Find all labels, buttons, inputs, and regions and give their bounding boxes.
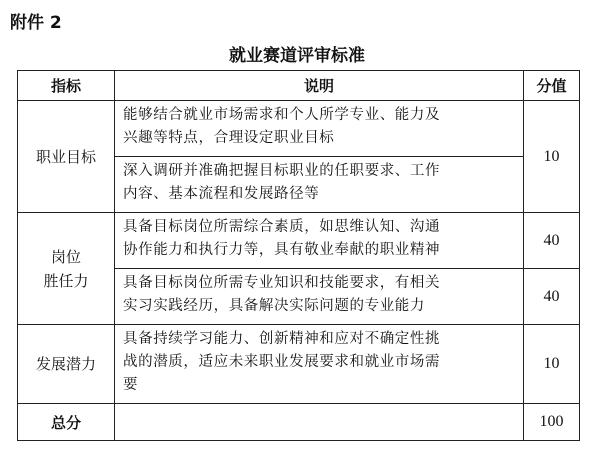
indicator-text: 胜任力	[43, 271, 89, 290]
table-row	[18, 325, 580, 404]
indicator-text: 岗位	[50, 247, 81, 266]
table-row	[18, 101, 580, 157]
description-line: 具备目标岗位所需专业知识和技能要求，有相关	[123, 275, 441, 291]
score-cell: 40	[524, 213, 580, 269]
indicator-potential	[18, 325, 115, 404]
description-line: 要	[123, 377, 139, 393]
header-score: 分值	[524, 71, 580, 101]
total-empty-cell	[115, 404, 524, 441]
description-cell	[115, 269, 524, 325]
description-line: 能够结合就业市场需求和个人所学专业、能力及	[123, 107, 441, 123]
indicator-competency	[18, 213, 115, 325]
description-cell	[115, 325, 524, 404]
description-line: 具备目标岗位所需综合素质，如思维认知、沟通	[123, 219, 441, 235]
header-description: 说明	[115, 71, 524, 101]
total-score: 100	[524, 404, 580, 441]
document-title: 就业赛道评审标准	[229, 46, 365, 66]
score-cell: 10	[524, 325, 580, 404]
description-cell	[115, 101, 524, 157]
description-line: 实习实践经历，具备解决实际问题的专业能力	[123, 298, 425, 314]
description-line: 深入调研并准确把握目标职业的任职要求、工作	[123, 163, 441, 179]
description-cell	[115, 213, 524, 269]
description-line: 内容、基本流程和发展路径等	[123, 186, 320, 202]
header-row	[18, 71, 580, 101]
score-cell: 10	[524, 101, 580, 213]
indicator-text: 发展潜力	[35, 355, 96, 373]
score-cell: 40	[524, 269, 580, 325]
indicator-text: 职业目标	[35, 147, 96, 166]
description-line: 兴趣等特点，合理设定职业目标	[123, 130, 335, 146]
total-label: 总分	[18, 404, 115, 441]
description-cell	[115, 157, 524, 213]
total-row	[18, 404, 580, 441]
table-row	[18, 213, 580, 269]
criteria-table	[17, 70, 580, 441]
indicator-career-goal	[18, 101, 115, 213]
header-indicator: 指标	[18, 71, 115, 101]
description-line: 战的潜质，适应未来职业发展要求和就业市场需	[123, 354, 441, 370]
description-line: 协作能力和执行力等，具有敬业奉献的职业精神	[123, 242, 441, 258]
attachment-label: 附件 2	[10, 13, 62, 33]
description-line: 具备持续学习能力、创新精神和应对不确定性挑	[123, 331, 441, 347]
